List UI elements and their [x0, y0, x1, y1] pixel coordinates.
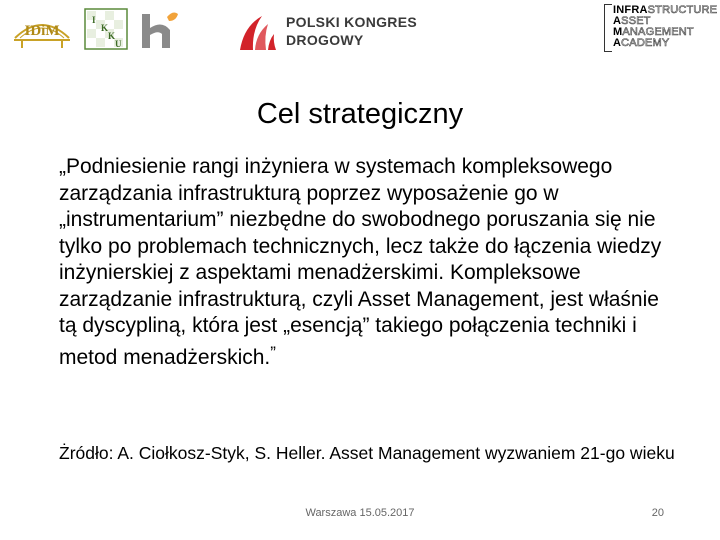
iaa-line-1: INFRASTRUCTURE [613, 4, 718, 16]
iaa-line-4: ACADEMY [613, 37, 670, 49]
source-citation: Żródło: A. Ciołkosz-Styk, S. Heller. Asset Management wyzwaniem 21-go wieku [59, 443, 675, 463]
pkd-name [286, 13, 417, 49]
ikku-logo [84, 8, 128, 50]
iaa-logo [604, 4, 718, 50]
svg-text:I: I [92, 15, 96, 25]
svg-text:K: K [101, 23, 109, 33]
iaa-line-2: ASSET [613, 15, 651, 27]
quote-block [59, 154, 679, 371]
pkd-line-2: DROGOWY [286, 32, 364, 48]
footer-page-number: 20 [651, 507, 664, 519]
pkd-line-1: POLSKI KONGRES [286, 14, 417, 30]
svg-text:U: U [115, 39, 122, 49]
footer-location-date: Warszawa 15.05.2017 [305, 507, 415, 519]
iaa-line-3: MANAGEMENT [613, 26, 694, 38]
slide-title: Cel strategiczny [256, 98, 464, 130]
iaa-bracket [604, 4, 612, 52]
logo-bar [0, 0, 720, 60]
h-logo [140, 8, 182, 50]
svg-text:K: K [108, 31, 116, 41]
idim-logo [12, 8, 72, 52]
pkd-logo-mark [236, 12, 278, 52]
svg-text:IDiM: IDiM [24, 23, 60, 39]
quote-close-mark: ” [270, 342, 276, 362]
quote-text: „Podniesienie rangi inżyniera w systemach kompleksowego zarządzania infrastrukturą poprzez wyposażenie go w „instrumentarium” niezbędne do swobodnego poruszania się nie tylko po problemach technicznych, lecz także do łączenia wiedzy inżynierskiej z aspektami menadżerskimi. Kompleksowe zarządzanie infrastrukturą, czyli Asset Management, jest właśnie tą dyscypliną, która jest „esencją” takiego połączenia techniki i metod menadżerskich. [59, 155, 662, 369]
